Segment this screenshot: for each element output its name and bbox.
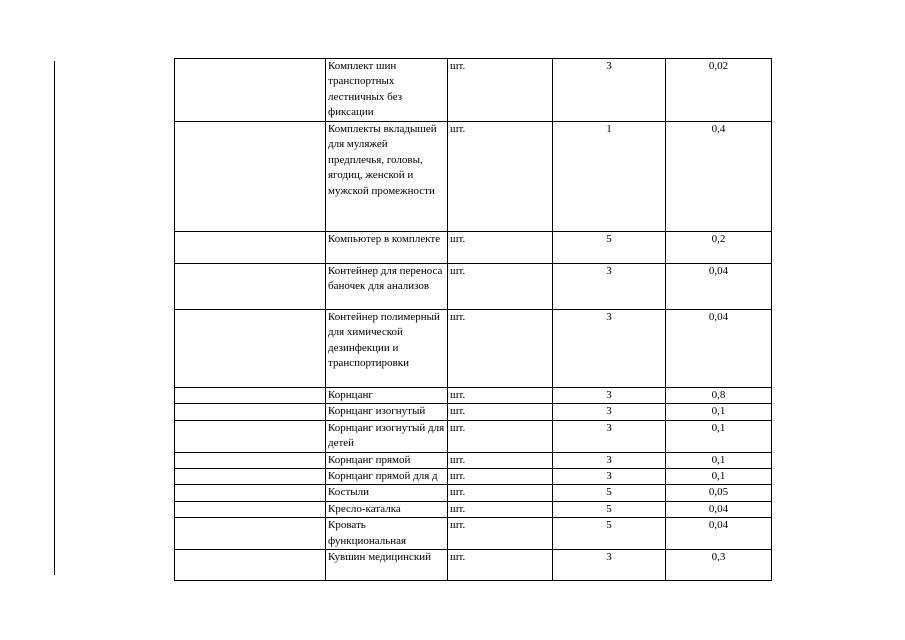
table-row: [175, 122, 772, 232]
item-name-cell: Корнцанг прямой для д: [326, 469, 448, 485]
item-name-cell: Контейнер полимерный для химической дезинфекции и транспортировки: [326, 310, 448, 388]
item-name-cell: Кровать функциональная: [326, 518, 448, 550]
norm-cell: 0,04: [666, 264, 772, 310]
item-name-cell: Корнцанг изогнутый: [326, 404, 448, 420]
unit-cell: шт.: [448, 310, 553, 388]
unit-cell: шт.: [448, 122, 553, 232]
unit-cell: шт.: [448, 232, 553, 264]
number-cell: [175, 388, 326, 404]
item-name-cell: Контейнер для переноса баночек для анализов: [326, 264, 448, 310]
item-name-cell: Корнцанг прямой: [326, 452, 448, 468]
quantity-cell: 3: [553, 264, 666, 310]
unit-cell: шт.: [448, 452, 553, 468]
number-cell: [175, 122, 326, 232]
table-row: [175, 59, 772, 122]
item-name-cell: Кресло-каталка: [326, 501, 448, 517]
table-row: [175, 550, 772, 581]
unit-cell: шт.: [448, 59, 553, 122]
quantity-cell: 3: [553, 550, 666, 581]
quantity-cell: 3: [553, 404, 666, 420]
table-row: [175, 388, 772, 404]
unit-cell: шт.: [448, 550, 553, 581]
norm-cell: 0,05: [666, 485, 772, 501]
item-name-cell: Костыли: [326, 485, 448, 501]
number-cell: [175, 264, 326, 310]
number-cell: [175, 501, 326, 517]
norm-cell: 0,3: [666, 550, 772, 581]
item-name-cell: Кувшин медицинский: [326, 550, 448, 581]
norm-cell: 0,04: [666, 310, 772, 388]
unit-cell: шт.: [448, 264, 553, 310]
table-row: [175, 485, 772, 501]
number-cell: [175, 59, 326, 122]
norm-cell: 0,04: [666, 501, 772, 517]
unit-cell: шт.: [448, 485, 553, 501]
table-row: [175, 469, 772, 485]
table-row: [175, 518, 772, 550]
number-cell: [175, 232, 326, 264]
table-row: [175, 501, 772, 517]
norm-cell: 0,8: [666, 388, 772, 404]
norm-cell: 0,04: [666, 518, 772, 550]
number-cell: [175, 452, 326, 468]
item-name-cell: Комплект шин транспортных лестничных без фиксации: [326, 59, 448, 122]
unit-cell: шт.: [448, 420, 553, 452]
quantity-cell: 3: [553, 310, 666, 388]
table-row: [175, 310, 772, 388]
item-name-cell: Компьютер в комплекте: [326, 232, 448, 264]
table-row: [175, 264, 772, 310]
unit-cell: шт.: [448, 469, 553, 485]
equipment-table: [174, 58, 772, 581]
number-cell: [175, 420, 326, 452]
number-cell: [175, 310, 326, 388]
number-cell: [175, 518, 326, 550]
number-cell: [175, 469, 326, 485]
unit-cell: шт.: [448, 501, 553, 517]
number-cell: [175, 404, 326, 420]
quantity-cell: 5: [553, 232, 666, 264]
quantity-cell: 1: [553, 122, 666, 232]
norm-cell: 0,2: [666, 232, 772, 264]
norm-cell: 0,1: [666, 469, 772, 485]
quantity-cell: 5: [553, 518, 666, 550]
table-row: [175, 404, 772, 420]
unit-cell: шт.: [448, 388, 553, 404]
item-name-cell: Корнцанг: [326, 388, 448, 404]
quantity-cell: 3: [553, 388, 666, 404]
page-margin-line: [54, 61, 55, 575]
norm-cell: 0,1: [666, 452, 772, 468]
quantity-cell: 3: [553, 469, 666, 485]
quantity-cell: 5: [553, 501, 666, 517]
table-row: [175, 232, 772, 264]
quantity-cell: 5: [553, 485, 666, 501]
norm-cell: 0,02: [666, 59, 772, 122]
item-name-cell: Корнцанг изогнутый для детей: [326, 420, 448, 452]
number-cell: [175, 485, 326, 501]
unit-cell: шт.: [448, 404, 553, 420]
quantity-cell: 3: [553, 59, 666, 122]
number-cell: [175, 550, 326, 581]
table-row: [175, 420, 772, 452]
quantity-cell: 3: [553, 420, 666, 452]
norm-cell: 0,1: [666, 404, 772, 420]
item-name-cell: Комплекты вкладышей для муляжей предплечья, головы, ягодиц, женской и мужской промежности: [326, 122, 448, 232]
norm-cell: 0,1: [666, 420, 772, 452]
table-row: [175, 452, 772, 468]
unit-cell: шт.: [448, 518, 553, 550]
norm-cell: 0,4: [666, 122, 772, 232]
quantity-cell: 3: [553, 452, 666, 468]
